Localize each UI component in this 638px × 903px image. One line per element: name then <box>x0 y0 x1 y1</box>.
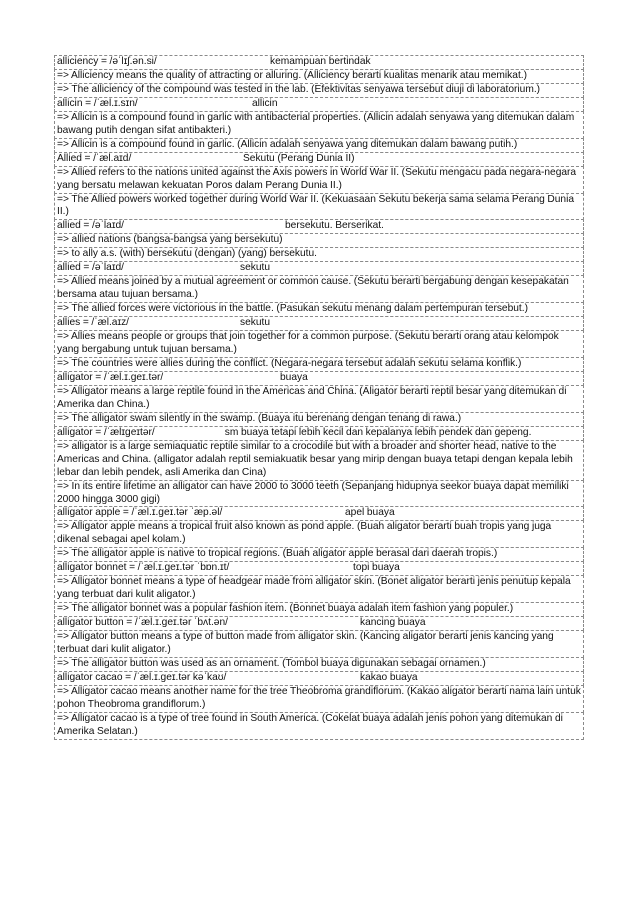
entry-example-line: => Allied refers to the nations united against the Axis powers in World War II. (Sekutu mengacu pada negara-negara yang bersatu melawan kekuatan Poros dalam Perang Dunia II.) <box>54 166 584 194</box>
entry-example-line: => The Allied powers worked together during World War II. (Kekuasaan Sekutu bekerja sama selama Perang Dunia II.) <box>54 193 584 221</box>
entry-translation: kemampuan bertindak <box>270 56 371 67</box>
entry-example-line: => The alligator swam silently in the swamp. (Buaya itu berenang dengan tenang di rawa.) <box>54 412 584 427</box>
entry-headword: alligator apple = /ˈæl.ɪ.ɡeɪ.tər ˈæp.əl/ <box>57 507 223 519</box>
entry-list <box>54 55 584 740</box>
dictionary-entry <box>54 506 584 562</box>
entry-headword-row <box>54 371 584 386</box>
entry-example-line: => Alligator apple means a tropical fruit also known as pond apple. (Buah aligator berarti buah tropis yang juga dikenal sebagai apel kolam.) <box>54 520 584 548</box>
entry-headword: alligator cacao = /ˈæl.ɪ.ɡeɪ.tər kəˈkaʊ/ <box>57 671 227 683</box>
entry-example-line: => Allicin is a compound found in garlic. (Allicin adalah senyawa yang ditemukan dalam bawang putih.) <box>54 138 584 153</box>
entry-example-line: => Alligator bonnet means a type of headgear made from alligator skin. (Bonet aligator berarti jenis penutup kepala yang terbuat dari kulit aligator.) <box>54 575 584 603</box>
entry-example-line: => The alligator button was used as an ornament. (Tombol buaya digunakan sebagai ornamen.) <box>54 657 584 672</box>
entry-headword: alliciency = /əˈlɪʃ.ən.si/ <box>57 56 157 67</box>
entry-example-line: => Alligator means a large reptile found in the Americas and China. (Aligator berarti reptil besar yang ditemukan di Amerika dan China.) <box>54 385 584 413</box>
entry-example-line: => to ally a.s. (with) bersekutu (dengan) (yang) bersekutu. <box>54 247 584 262</box>
entry-translation: buaya <box>280 371 308 383</box>
dictionary-entry <box>54 426 584 508</box>
entry-headword-row <box>54 316 584 331</box>
entry-headword: allied = /əˈlaɪd/ <box>57 220 124 232</box>
dictionary-entry <box>54 219 584 262</box>
entry-headword: alligator bonnet = /ˈæl.ɪ.ɡeɪ.tər ˈbɒn.ɪt/ <box>57 562 230 574</box>
dictionary-entry <box>54 261 584 317</box>
entry-translation: sekutu <box>240 262 271 274</box>
entry-example-line: => The allied forces were victorious in the battle. (Pasukan sekutu menang dalam pertempuran tersebut.) <box>54 302 584 317</box>
entry-example-line: => Allied means joined by a mutual agreement or common cause. (Sekutu berarti bergabung dengan kesepakatan bersama atau tujuan bersama.) <box>54 275 584 303</box>
entry-headword-row <box>54 616 584 631</box>
entry-headword-row <box>54 55 584 70</box>
entry-headword-row <box>54 261 584 276</box>
entry-example-line: => In its entire lifetime an alligator can have 2000 to 3000 teeth (Sepanjang hidupnya seekor buaya dapat memiliki 2000 hingga 3000 gigi) <box>54 480 584 508</box>
entry-headword: allicin = /ˈæl.ɪ.sɪn/ <box>57 97 138 109</box>
entry-example-line: => Allicin is a compound found in garlic with antibacterial properties. (Allicin adalah senyawa yang ditemukan dalam bawang putih dengan sifat antibakteri.) <box>54 111 584 139</box>
entry-example-line: => Alligator cacao means another name for the tree Theobroma grandiflorum. (Kakao aligator berarti nama lain untuk pohon Theobroma grandiflorum.) <box>54 685 584 713</box>
dictionary-entry <box>54 616 584 672</box>
entry-translation: kancing buaya <box>360 617 426 629</box>
entry-example-line: => Allies means people or groups that join together for a common purpose. (Sekutu berarti orang atau kelompok yang bergabung untuk tujuan bersama.) <box>54 330 584 358</box>
entry-translation: sm buaya tetapi lebih kecil dan kepalanya lebih pendek dan gepeng. <box>224 426 532 438</box>
entry-headword-row <box>54 671 584 686</box>
entry-translation: bersekutu. Berserikat. <box>285 220 384 232</box>
dictionary-entry <box>54 152 584 221</box>
entry-headword: allies = /ˈæl.aɪz/ <box>57 317 130 329</box>
entry-translation: Sekutu (Perang Dunia II) <box>243 152 355 164</box>
entry-example-line: => Alligator button means a type of button made from alligator skin. (Kancing aligator berarti jenis kancing yang terbuat dari kulit aligator.) <box>54 630 584 658</box>
entry-headword: allied = /əˈlaɪd/ <box>57 262 124 274</box>
dictionary-entry <box>54 55 584 98</box>
entry-headword-row <box>54 561 584 576</box>
dictionary-entry <box>54 97 584 153</box>
entry-example-line: => allied nations (bangsa-bangsa yang bersekutu) <box>54 233 584 248</box>
entry-example-line: => Alligator cacao is a type of tree found in South America. (Cokelat buaya adalah jenis pohon yang ditemukan di Amerika Selatan.) <box>54 712 584 740</box>
entry-headword: alligator = /ˈæl.ɪ.ɡeɪ.tər/ <box>57 371 164 383</box>
entry-translation: apel buaya <box>345 507 395 519</box>
entry-headword: alligator button = /ˈæl.ɪ.ɡeɪ.tər ˈbʌt.ən/ <box>57 617 228 629</box>
entry-headword: Allied = /ˈæl.aɪd/ <box>57 152 132 164</box>
dictionary-entry <box>54 316 584 372</box>
dictionary-page <box>54 56 584 740</box>
entry-headword-row <box>54 97 584 112</box>
entry-headword: alligator = /ˈælɪɡeɪtər/ <box>57 426 155 438</box>
entry-example-line: => alligator is a large semiaquatic reptile similar to a crocodile but with a broader and shorter head, native to the Americas and China. (alligator adalah reptil semiakuatik besar yang mirip dengan buaya tetapi dengan kepala lebih lebar dan lebih pendek, asli Amerika dan Cina) <box>54 440 584 481</box>
entry-translation: allicin <box>252 97 278 109</box>
entry-translation: topi buaya <box>353 562 400 574</box>
entry-example-line: => The alligator bonnet was a popular fashion item. (Bonnet buaya adalah item fashion yang populer.) <box>54 602 584 617</box>
entry-example-line: => Alliciency means the quality of attracting or alluring. (Alliciency berarti kualitas menarik atau memikat.) <box>54 69 584 84</box>
entry-example-line: => The alligator apple is native to tropical regions. (Buah aligator apple berasal dari daerah tropis.) <box>54 547 584 562</box>
entry-headword-row <box>54 152 584 167</box>
dictionary-entry <box>54 671 584 740</box>
entry-translation: sekutu <box>240 317 271 329</box>
entry-headword-row <box>54 219 584 234</box>
dictionary-entry <box>54 371 584 427</box>
entry-headword-row <box>54 506 584 521</box>
entry-example-line: => The countries were allies during the conflict. (Negara-negara tersebut adalah sekutu selama konflik.) <box>54 357 584 372</box>
entry-translation: kakao buaya <box>360 671 418 683</box>
dictionary-entry <box>54 561 584 617</box>
entry-example-line: => The alliciency of the compound was tested in the lab. (Efektivitas senyawa tersebut diuji di laboratorium.) <box>54 83 584 98</box>
entry-headword-row <box>54 426 584 441</box>
